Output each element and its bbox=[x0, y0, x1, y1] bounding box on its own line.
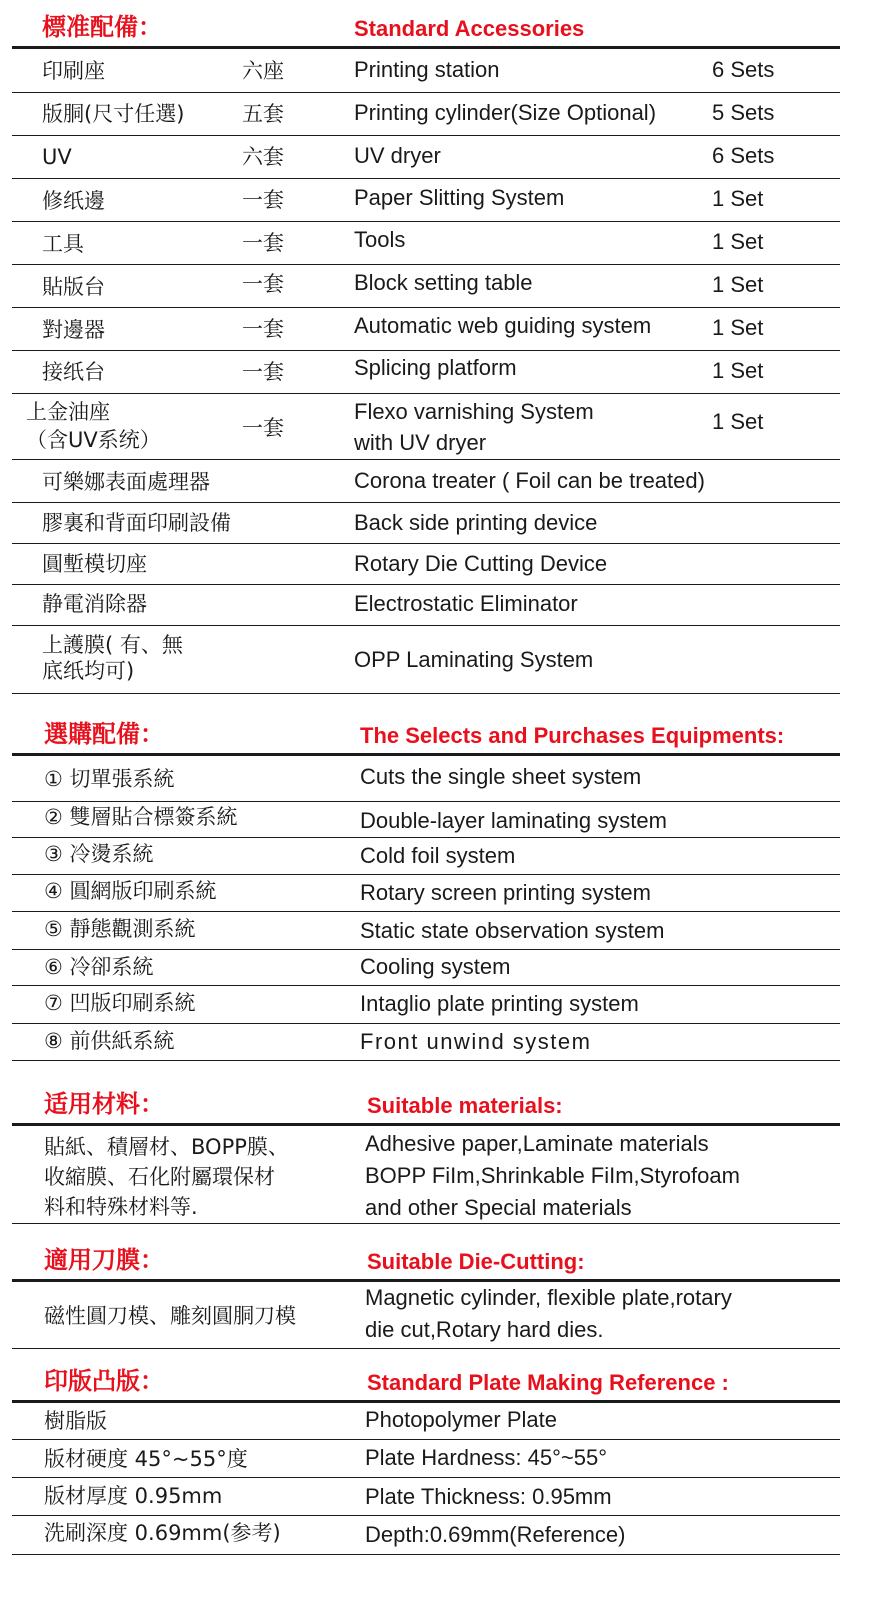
item-zh: 静電消除器 bbox=[42, 592, 147, 616]
item-zh: ⑦ 凹版印刷系統 bbox=[44, 991, 196, 1015]
table-row bbox=[12, 626, 840, 694]
materials-header bbox=[12, 1075, 840, 1126]
item-en: Adhesive paper,Laminate materials BOPP FiIm,Shrinkable FiIm,Styrofoam and other Special materials bbox=[365, 1131, 740, 1220]
table-row bbox=[12, 1024, 840, 1061]
item-en: Paper Slitting System bbox=[354, 185, 565, 210]
item-zh: ③ 冷燙系統 bbox=[44, 842, 154, 866]
item-zh: 上護膜( 有、無 底纸均可) bbox=[42, 633, 183, 683]
item-en: Flexo varnishing System with UV dryer bbox=[354, 399, 594, 455]
table-row bbox=[12, 1516, 840, 1555]
item-en: Depth:0.69mm(Reference) bbox=[365, 1522, 626, 1547]
item-en: Double-layer laminating system bbox=[360, 808, 667, 833]
item-zh: 版材硬度 45°~55°度 bbox=[44, 1447, 248, 1471]
item-zh: ④ 圓網版印刷系統 bbox=[44, 879, 217, 903]
table-row bbox=[12, 1478, 840, 1516]
item-zh: ② 雙層貼合標簽系統 bbox=[44, 805, 238, 829]
item-zh: 版材厚度 0.95mm bbox=[44, 1484, 223, 1508]
item-en: Front unwind system bbox=[360, 1029, 592, 1054]
item-zh: 接纸台 bbox=[42, 360, 105, 384]
item-en: Static state observation system bbox=[360, 918, 665, 943]
table-row bbox=[12, 48, 840, 93]
item-en: Rotary Die Cutting Device bbox=[354, 551, 608, 576]
item-zh: 可樂娜表面處理器 bbox=[42, 470, 210, 494]
qty-zh: 五套 bbox=[242, 102, 284, 126]
item-zh: 工具 bbox=[42, 232, 84, 256]
item-en: Magnetic cylinder, flexible plate,rotary die cut,Rotary hard dies. bbox=[365, 1285, 732, 1342]
optional-title-zh: 選購配備： bbox=[44, 720, 164, 748]
qty-en: 6 Sets bbox=[712, 143, 775, 168]
qty-zh: 一套 bbox=[242, 188, 284, 212]
item-zh: 上金油座 （含UV系统） bbox=[26, 400, 161, 452]
item-en: Cold foil system bbox=[360, 843, 516, 868]
item-zh: 修纸邊 bbox=[42, 189, 105, 213]
plate-title-en: Standard Plate Making Reference : bbox=[367, 1370, 729, 1395]
table-row bbox=[12, 460, 840, 503]
item-zh: 貼版台 bbox=[42, 275, 105, 299]
table-row bbox=[12, 1126, 840, 1224]
item-en: UV dryer bbox=[354, 143, 441, 168]
item-en: Corona treater ( Foil can be treated) bbox=[354, 468, 705, 493]
item-en: Intaglio plate printing system bbox=[360, 991, 639, 1016]
item-en: Automatic web guiding system bbox=[354, 313, 652, 338]
table-row bbox=[12, 222, 840, 265]
qty-en: 5 Sets bbox=[712, 100, 775, 125]
item-en: Printing cylinder(Size Optional) bbox=[354, 100, 657, 125]
diecut-title-zh: 適用刀膜： bbox=[44, 1246, 164, 1274]
item-en: Plate Thickness: 0.95mm bbox=[365, 1484, 612, 1509]
item-zh: ⑧ 前供紙系統 bbox=[44, 1029, 175, 1053]
table-row bbox=[12, 394, 840, 460]
table-row bbox=[12, 544, 840, 585]
item-zh: 版胴(尺寸任選) bbox=[42, 102, 185, 126]
plate-header bbox=[12, 1352, 840, 1403]
item-zh: ① 切單張系統 bbox=[44, 767, 175, 791]
standard-title-zh: 標准配備： bbox=[42, 13, 162, 41]
item-en: Electrostatic Eliminator bbox=[354, 591, 578, 616]
table-row bbox=[12, 1282, 840, 1349]
item-en: Photopolymer Plate bbox=[365, 1407, 557, 1432]
qty-zh: 六套 bbox=[242, 145, 284, 169]
item-zh: 印刷座 bbox=[42, 59, 105, 83]
qty-zh: 一套 bbox=[242, 272, 284, 296]
qty-zh: 六座 bbox=[242, 59, 284, 83]
table-row bbox=[12, 503, 840, 544]
item-zh: 膠裏和背面印刷設備 bbox=[42, 511, 231, 535]
qty-en: 1 Set bbox=[712, 315, 764, 340]
item-en: Block setting table bbox=[354, 270, 533, 295]
item-en: Printing station bbox=[354, 57, 500, 82]
item-zh: ⑤ 靜態觀測系統 bbox=[44, 917, 196, 941]
item-en: Cooling system bbox=[360, 954, 511, 979]
qty-zh: 一套 bbox=[242, 231, 284, 255]
qty-en: 1 Set bbox=[712, 186, 764, 211]
item-en: Tools bbox=[354, 227, 406, 252]
item-zh: UV bbox=[42, 145, 72, 169]
qty-en: 1 Set bbox=[712, 409, 764, 434]
qty-en: 6 Sets bbox=[712, 57, 775, 82]
table-row bbox=[12, 585, 840, 626]
table-row bbox=[12, 757, 840, 802]
qty-en: 1 Set bbox=[712, 358, 764, 383]
item-en: Splicing platform bbox=[354, 355, 517, 380]
qty-en: 1 Set bbox=[712, 229, 764, 254]
materials-title-en: Suitable materials: bbox=[367, 1093, 563, 1118]
table-row bbox=[12, 308, 840, 351]
table-row bbox=[12, 838, 840, 875]
table-row bbox=[12, 950, 840, 986]
diecut-title-en: Suitable Die-Cutting: bbox=[367, 1249, 585, 1274]
table-row bbox=[12, 912, 840, 950]
qty-zh: 一套 bbox=[242, 360, 284, 384]
qty-en: 1 Set bbox=[712, 272, 764, 297]
qty-zh: 一套 bbox=[242, 416, 284, 440]
optional-header bbox=[12, 705, 840, 756]
standard-title-en: Standard Accessories bbox=[354, 16, 585, 41]
item-zh: 樹脂版 bbox=[44, 1409, 107, 1433]
table-row bbox=[12, 1403, 840, 1440]
item-en: Cuts the single sheet system bbox=[360, 764, 642, 789]
diecut-header bbox=[12, 1233, 840, 1282]
item-zh: 圓塹模切座 bbox=[42, 552, 147, 576]
optional-title-en: The Selects and Purchases Equipments: bbox=[360, 723, 785, 748]
item-zh: 貼紙、積層材、BOPP膜、 收縮膜、石化附屬環保材 料和特殊材料等. bbox=[44, 1135, 289, 1219]
item-en: OPP Laminating System bbox=[354, 647, 594, 672]
table-row bbox=[12, 265, 840, 308]
item-en: Rotary screen printing system bbox=[360, 880, 651, 905]
table-row bbox=[12, 136, 840, 179]
table-row bbox=[12, 179, 840, 222]
standard-header bbox=[12, 0, 840, 49]
table-row bbox=[12, 1440, 840, 1478]
item-en: Plate Hardness: 45°~55° bbox=[365, 1445, 608, 1470]
item-zh: ⑥ 冷卻系統 bbox=[44, 955, 154, 979]
table-row bbox=[12, 875, 840, 912]
item-zh: 磁性圓刀模、雕刻圓胴刀模 bbox=[44, 1304, 296, 1328]
item-zh: 洗刷深度 0.69mm(参考) bbox=[44, 1521, 281, 1545]
table-row bbox=[12, 986, 840, 1024]
item-en: Back side printing device bbox=[354, 510, 598, 535]
plate-title-zh: 印版凸版： bbox=[44, 1367, 164, 1395]
table-row bbox=[12, 351, 840, 394]
qty-zh: 一套 bbox=[242, 317, 284, 341]
table-row bbox=[12, 93, 840, 136]
materials-title-zh: 适用材料： bbox=[44, 1090, 164, 1118]
item-zh: 對邊器 bbox=[42, 318, 105, 342]
table-row bbox=[12, 802, 840, 838]
